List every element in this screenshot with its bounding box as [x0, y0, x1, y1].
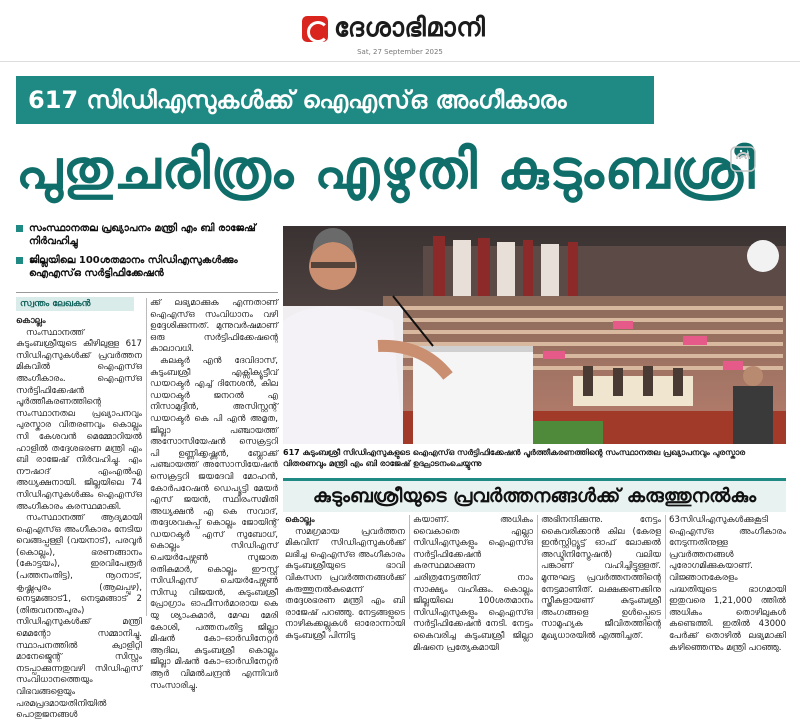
deshabhimani-logo-icon [302, 16, 328, 42]
logo-text: ദേശാഭിമാനി [334, 13, 486, 43]
summary-bullet [16, 222, 278, 248]
edition-date: Sat, 27 September 2025 [357, 48, 443, 56]
bullet-square-icon [16, 257, 23, 264]
dateline: കൊല്ലം [16, 316, 46, 326]
column-rule [665, 515, 666, 619]
summary-bullet [16, 254, 278, 280]
body-column-1 [16, 316, 142, 721]
sub-column-3 [541, 515, 661, 641]
sub-column-2 [413, 515, 533, 653]
summary-bullets [16, 222, 278, 286]
paragraph: കലക്ടർ എൻ ദേവിദാസ്, കുടുംബശ്രീ എക്സിക്യൂട്ടീവ് ഡയറക്ടർ എച്ച് ദിനേശൻ, കില ഡയറക്ടർ ജനറൽ എ നിസാമുദ്ദീൻ, അസിസ്റ്റന്റ് ഡയറക്ടർ കെ പി എൻ അമൃത, ജില്ലാ പഞ്ചായത്ത് അസോസിയേഷൻ സെക്രട്ടറി പി ഉണ്ണിക്കൃഷ്ണൻ, ബ്ലോക്ക് പഞ്ചായത്ത് അസോസിയേഷൻ സെക്രട്ടറി ജയദേവി മോഹൻ, കോർപറേഷൻ ഡെപ്യൂട്ടി മേയർ എസ് ജയൻ, സ്ഥിരംസമിതി അധ്യക്ഷൻ എ കെ സവാദ്, തദ്ദേശവകുപ്പ് കൊല്ലം ജോയിന്റ് ഡയറക്ടർ എസ് സുബോധ്, കൊല്ലം സിഡിഎസ് ചെയർപേഴ്സൺ സുജാത രതികുമാർ, കൊല്ലം ഈസ്റ്റ് സിഡിഎസ് ചെയർപേഴ്സൺ സിന്ധു വിജയൻ, കുടുംബശ്രീ പ്രോഗ്രാം ഓഫീസർമാരായ കെ യു ശ്യാംകുമാർ, മേഘ മേരി കോശി, പത്തനംതിട്ട ജില്ലാ മിഷൻ കോ–ഓർഡിനേറ്റർ ആദില, കുടുംബശ്രീ കൊല്ലം ജില്ലാ മിഷൻ കോ–ഓർഡിനേറ്റർ ആർ വിമൽചന്ദ്രൻ എന്നിവർ സംസാരിച്ചു. [150, 355, 278, 691]
paragraph: കയാണ്. അധികം വൈകാതെ എല്ലാ സിഡിഎസുകളും ഐഎസ്ഒ സർട്ടിഫിക്കേഷൻ കരസ്ഥമാക്കുന്ന ചരിത്രനേട്ടത്തിന് നാം സാക്ഷ്യം വഹിക്കും. കൊല്ലം ജില്ലയിലെ 100ശതമാനം സിഡിഎസുകളും ഐഎസ്ഒ സർട്ടിഫിക്കേഷൻ നേടി. നേട്ടം കൈവരിച്ച കുടുംബശ്രീ ജില്ലാ മിഷനെ പ്രത്യേകമായി [413, 515, 533, 653]
byline: സ്വന്തം ലേഖകൻ [16, 297, 134, 311]
sub-column-1 [285, 515, 405, 641]
bullet-square-icon [16, 225, 23, 232]
column-rule [537, 515, 538, 619]
dateline: കൊല്ലം [285, 515, 315, 525]
photo-caption: 617 കുടുംബശ്രീ സിഡിഎസുകളുടെ ഐഎസ്ഒ സർട്ടിഫിക്കേഷൻ പൂർത്തീകരണത്തിന്റെ സംസ്ഥാനതല പ്രഖ്യാപനവും പുരസ്കാര വിതരണവും മന്ത്രി എം ബി രാജേഷ് ഉദ്ഘാടനംചെയ്യുന്നു [283, 448, 746, 468]
bullet-text: സംസ്ഥാനതല പ്രഖ്യാപനം മന്ത്രി എം ബി രാജേഷ് നിർവഹിച്ചു [29, 223, 256, 247]
bullet-text: ജില്ലയിലെ 100ശതമാനം സിഡിഎസുകൾക്കും ഐഎസ്ഒ സർട്ടിഫിക്കേഷൻ [29, 255, 238, 279]
watermark-logo-icon [730, 146, 756, 172]
masthead [0, 0, 800, 62]
kicker-banner: 617 സിഡിഎസുകൾക്ക് ഐഎസ്ഒ അംഗീകാരം [16, 76, 654, 124]
paragraph: അഭിനന്ദിക്കുന്നു. നേട്ടം കൈവരിക്കാൻ കില (കേരള ഇൻസ്റ്റിറ്റ്യൂട്ട് ഓഫ് ലോക്കൽ അഡ്മിനിസ്ട്രേഷൻ) വലിയ പങ്കാണ് വഹിച്ചിട്ടുള്ളത്. മൂന്നുഘട്ട പ്രവർത്തനത്തിന്റെ നേട്ടമാണിത്. ലക്ഷക്കണക്കിനു സ്ത്രീകളായണ് കുടുംബശ്രീ അംഗങ്ങളെ ഉൾപ്പെടെ സാമൂഹ്യക ജീവിതത്തിന്റെ മുഖ്യധാരയിൽ എത്തിച്ചത്. [541, 515, 661, 641]
column-rule [146, 298, 147, 616]
deshabhimani-logo[interactable] [302, 13, 485, 44]
sub-column-4 [669, 515, 786, 653]
paragraph: സംസ്ഥാനത്ത് ആദ്യമായി ഐഎസ്ഒ അംഗീകാരം നേടിയ വെങ്ങപ്പള്ളി (വയനാട്), പരവൂർ (കൊല്ലം), ഭരണങ്ങാനം (കോട്ടയം), ഇരവിപേരൂർ (പത്തനംതിട്ട), നൂറനാട്, കൃഷ്ണപുരം (ആലപ്പുഴ), നെടുമങ്ങാട്1, നെടുമങ്ങാട് 2 (തിരുവനന്തപുരം) സിഡിഎസുകൾക്ക് മന്ത്രി മെമന്റോ സമ്മാനിച്ചു. സ്ഥാപനത്തിൽ ക്വാളിറ്റി മാനേജ്മെന്റ് സിസ്റ്റം നടപ്പാക്കുന്നതുവഴി സിഡിഎസ് സംവിധാനത്തെയും വിഭവങ്ങളെയും പരമപ്രദമായതിനിയിൽ പൊതുജനങ്ങൾ [16, 513, 142, 721]
body-column-2 [150, 298, 278, 691]
page-headline: പുതുചരിത്രം എഴുതി കുടുംബശ്രീ [16, 138, 756, 201]
section-divider [16, 292, 278, 293]
paragraph: സമഗ്രമായ പ്രവർത്തന മികവിന് സിഡിഎസുകൾക്ക് ലഭിച്ച ഐഎസ്ഒ അംഗീകാരം കുടുംബശ്രീയുടെ ഭാവി വികസന പ്രവർത്തനങ്ങൾക്ക് കരുത്തുനൽകുമെന്ന് തദ്ദേശഭരണ മന്ത്രി എം ബി രാജേഷ് പറഞ്ഞു. നേട്ടങ്ങളുടെ നാഴികക്കല്ലുകൾ ഓരോന്നായി കുടുംബശ്രീ പിന്നിടു [285, 526, 405, 641]
paragraph: സംസ്ഥാനത്ത് കുടുംബശ്രീയുടെ കീഴിലുള്ള 617 സിഡിഎസുകൾക്ക് പ്രവർത്തന മികവിൽ ഐഎസ്ഒ അംഗീകാരം. ഐഎസ്ഒ സർട്ടിഫിക്കേഷൻ പൂർത്തീകരണത്തിന്റെ സംസ്ഥാനതല പ്രഖ്യാപനവും പുരസ്കാര വിതരണവും കൊല്ലം സി കേശവൻ മെമ്മോറിയൽ ഹാളിൽ തദ്ദേശഭരണ മന്ത്രി എം ബി രാജേഷ് നിർവഹിച്ചു. എം നൗഷാദ് എംഎൽഎ അധ്യക്ഷനായി. ജില്ലയിലെ 74 സിഡിഎസുകൾക്കും ഐഎസ്ഒ അംഗീകാരം കരസ്ഥമാക്കി. [16, 327, 142, 512]
paragraph: ക്ക് ലഭ്യമാക്കുക എന്നതാണ് ഐഎസ്ഒ സംവിധാനം വഴി ഉദ്ദേശിക്കുന്നത്. മുന്നുവർഷമാണ് ഒരു സർട്ടിഫിക്കേഷന്റെ കാലാവധി. [150, 298, 278, 355]
column-rule [409, 515, 410, 619]
paragraph: 63സിഡിഎസുകൾക്കുകൂടി ഐഎസ്ഒ അംഗീകാരം നേടുന്നതിനുള്ള പ്രവർത്തനങ്ങൾ പുരോഗമിക്കുകയാണ്. വിജ്ഞാനകേരളം പദ്ധതിയുടെ ഭാഗമായി ഇതുവരെ 1,21,000 ത്തിൽ അധികം തൊഴിലുകൾ കണ്ടെത്തി. ഇതിൽ 43000 പേർക്ക് തൊഴിൽ ലഭ്യമാക്കി കഴിഞ്ഞെന്നും മന്ത്രി പറഞ്ഞു. [669, 515, 786, 653]
subhead: കുടുംബശ്രീയുടെ പ്രവർത്തനങ്ങൾക്ക് കരുത്തുനൽകും [312, 485, 757, 507]
event-photo[interactable] [283, 226, 786, 444]
